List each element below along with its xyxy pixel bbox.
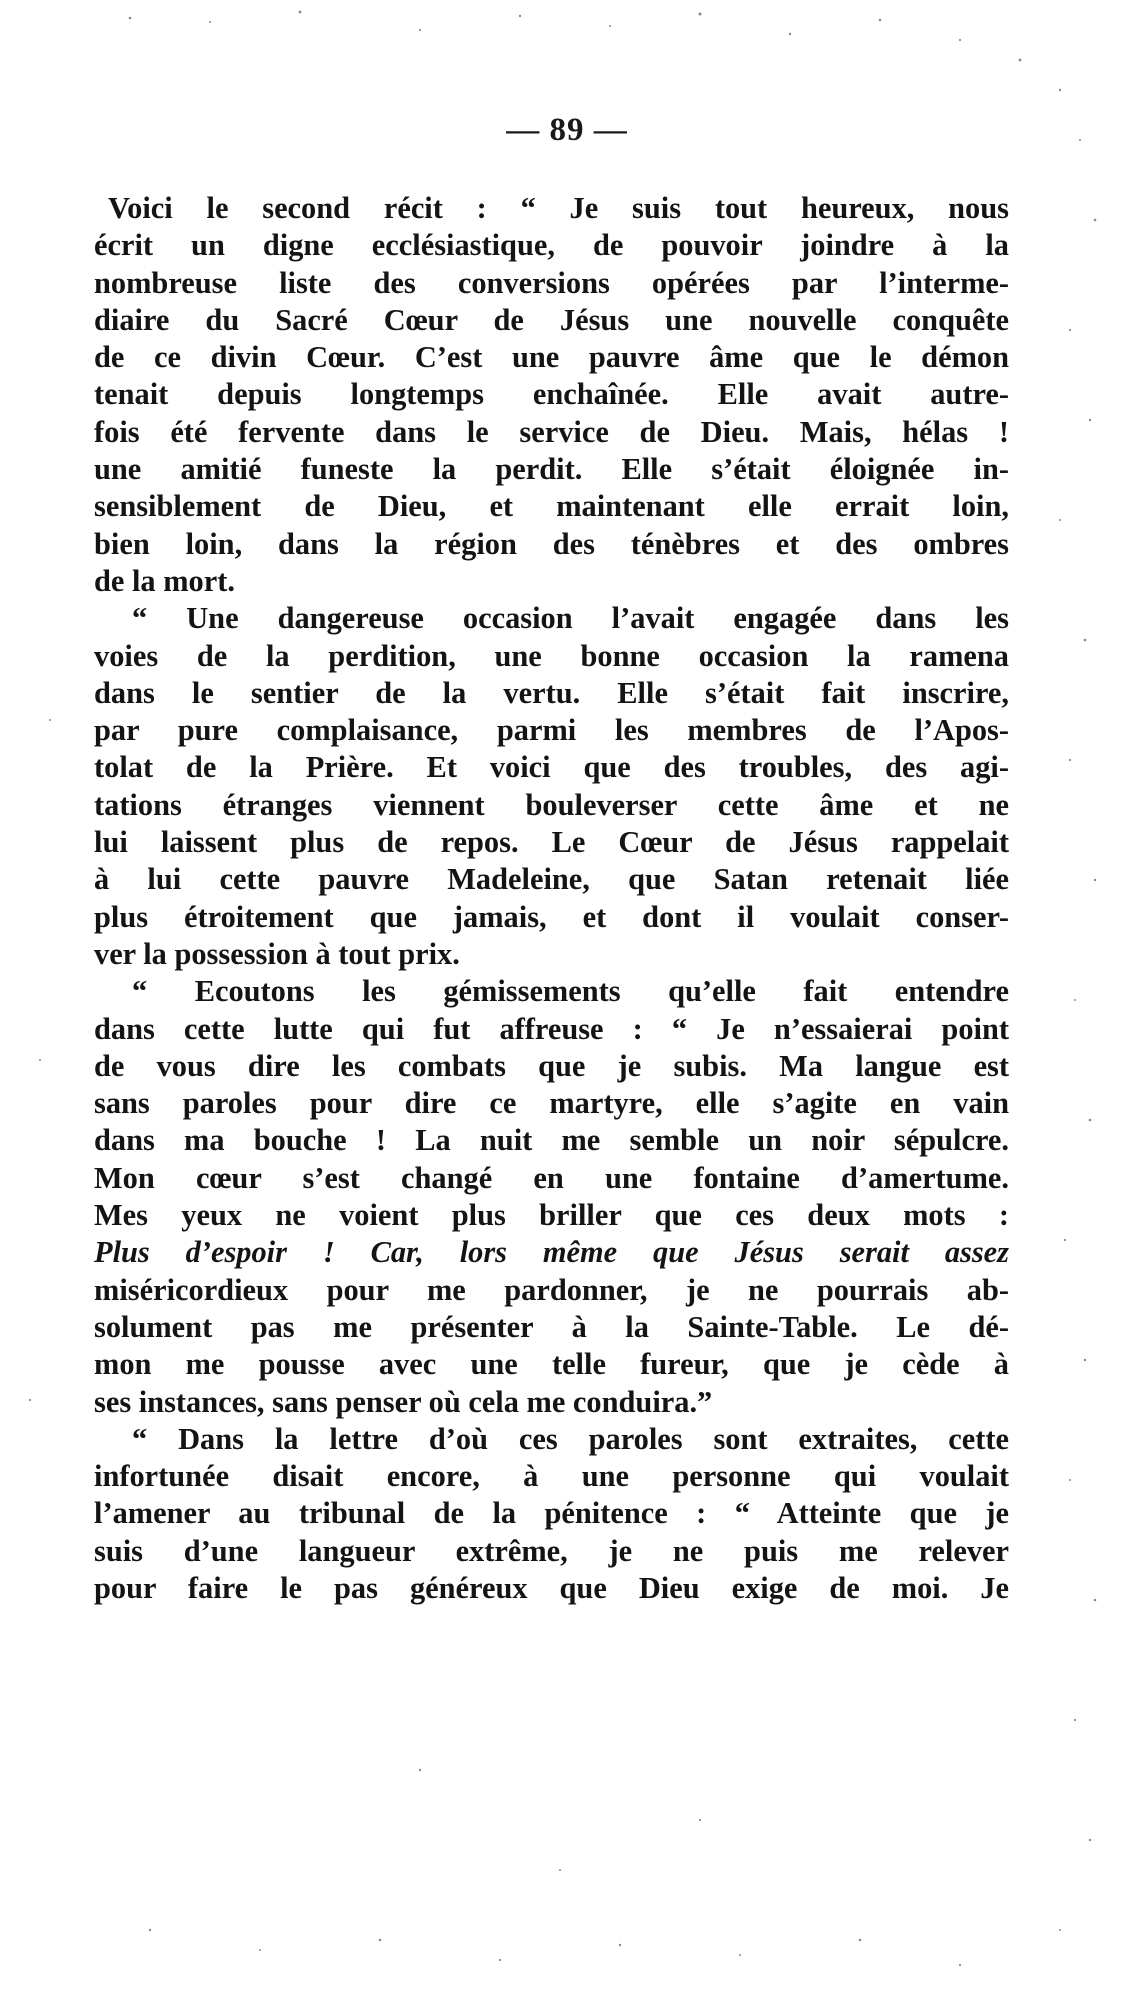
text-line: lui laissent plus de repos. Le Cœur de Jésus rappelait <box>94 825 1009 860</box>
text-line: Mes yeux ne voient plus briller que ces deux mots : <box>94 1198 1009 1233</box>
page-number: — 89 — <box>506 112 628 148</box>
text-line: ver la possession à tout prix. <box>94 936 460 971</box>
text-line: dans ma bouche ! La nuit me semble un noir sépulcre. <box>94 1123 1009 1158</box>
text-line: “ Dans la lettre d’où ces paroles sont extraites, cette <box>132 1421 1009 1456</box>
text-line: Mon cœur s’est changé en une fontaine d’amertume. <box>94 1160 1009 1195</box>
text-line: ses instances, sans penser où cela me conduira.” <box>94 1384 713 1419</box>
text-line: mon me pousse avec une telle fureur, que je cède à <box>94 1347 1009 1382</box>
text-line: dans le sentier de la vertu. Elle s’était fait inscrire, <box>94 675 1009 710</box>
text-line: nombreuse liste des conversions opérées par l’interme- <box>94 265 1009 300</box>
text-line: voies de la perdition, une bonne occasion la ramena <box>94 638 1009 673</box>
text-line: solument pas me présenter à la Sainte-Table. Le dé- <box>94 1309 1009 1344</box>
text-line: tenait depuis longtemps enchaînée. Elle avait autre- <box>94 377 1009 412</box>
text-line: “ Une dangereuse occasion l’avait engagée dans les <box>132 601 1009 636</box>
text-line: Plus d’espoir ! Car, lors même que Jésus serait assez <box>94 1235 1009 1270</box>
text-line: suis d’une langueur extrême, je ne puis me relever <box>94 1533 1009 1568</box>
text-line: fois été fervente dans le service de Dieu. Mais, hélas ! <box>94 414 1009 449</box>
text-line: tations étranges viennent bouleverser cette âme et ne <box>94 787 1009 822</box>
text-line: par pure complaisance, parmi les membres de l’Apos- <box>94 713 1009 748</box>
text-line: bien loin, dans la région des ténèbres et des ombres <box>94 526 1009 561</box>
body-text <box>94 190 1009 1607</box>
text-line: miséricordieux pour me pardonner, je ne pourrais ab- <box>94 1272 1009 1307</box>
text-line: écrit un digne ecclésiastique, de pouvoir joindre à la <box>94 228 1009 263</box>
text-line: “ Ecoutons les gémissements qu’elle fait entendre <box>132 974 1009 1009</box>
text-line: à lui cette pauvre Madeleine, que Satan retenait liée <box>94 862 1009 897</box>
text-line: diaire du Sacré Cœur de Jésus une nouvelle conquête <box>94 302 1009 337</box>
text-line: pour faire le pas généreux que Dieu exige de moi. Je <box>94 1570 1009 1605</box>
text-line: sensiblement de Dieu, et maintenant elle errait loin, <box>94 489 1009 524</box>
text-line: sans paroles pour dire ce martyre, elle s’agite en vain <box>94 1086 1009 1121</box>
text-line: tolat de la Prière. Et voici que des troubles, des agi- <box>94 750 1009 785</box>
text-line: infortunée disait encore, à une personne qui voulait <box>94 1459 1009 1494</box>
text-line: de vous dire les combats que je subis. Ma langue est <box>94 1048 1009 1083</box>
text-line: de la mort. <box>94 563 235 598</box>
text-line: dans cette lutte qui fut affreuse : “ Je n’essaierai point <box>94 1011 1009 1046</box>
text-line: l’amener au tribunal de la pénitence : “ Atteinte que je <box>94 1496 1009 1531</box>
text-line: Voici le second récit : “ Je suis tout heureux, nous <box>108 191 1009 225</box>
text-line: une amitié funeste la perdit. Elle s’était éloignée in- <box>94 452 1009 487</box>
text-line: plus étroitement que jamais, et dont il voulait conser- <box>94 899 1009 934</box>
text-line: de ce divin Cœur. C’est une pauvre âme que le démon <box>94 340 1009 375</box>
